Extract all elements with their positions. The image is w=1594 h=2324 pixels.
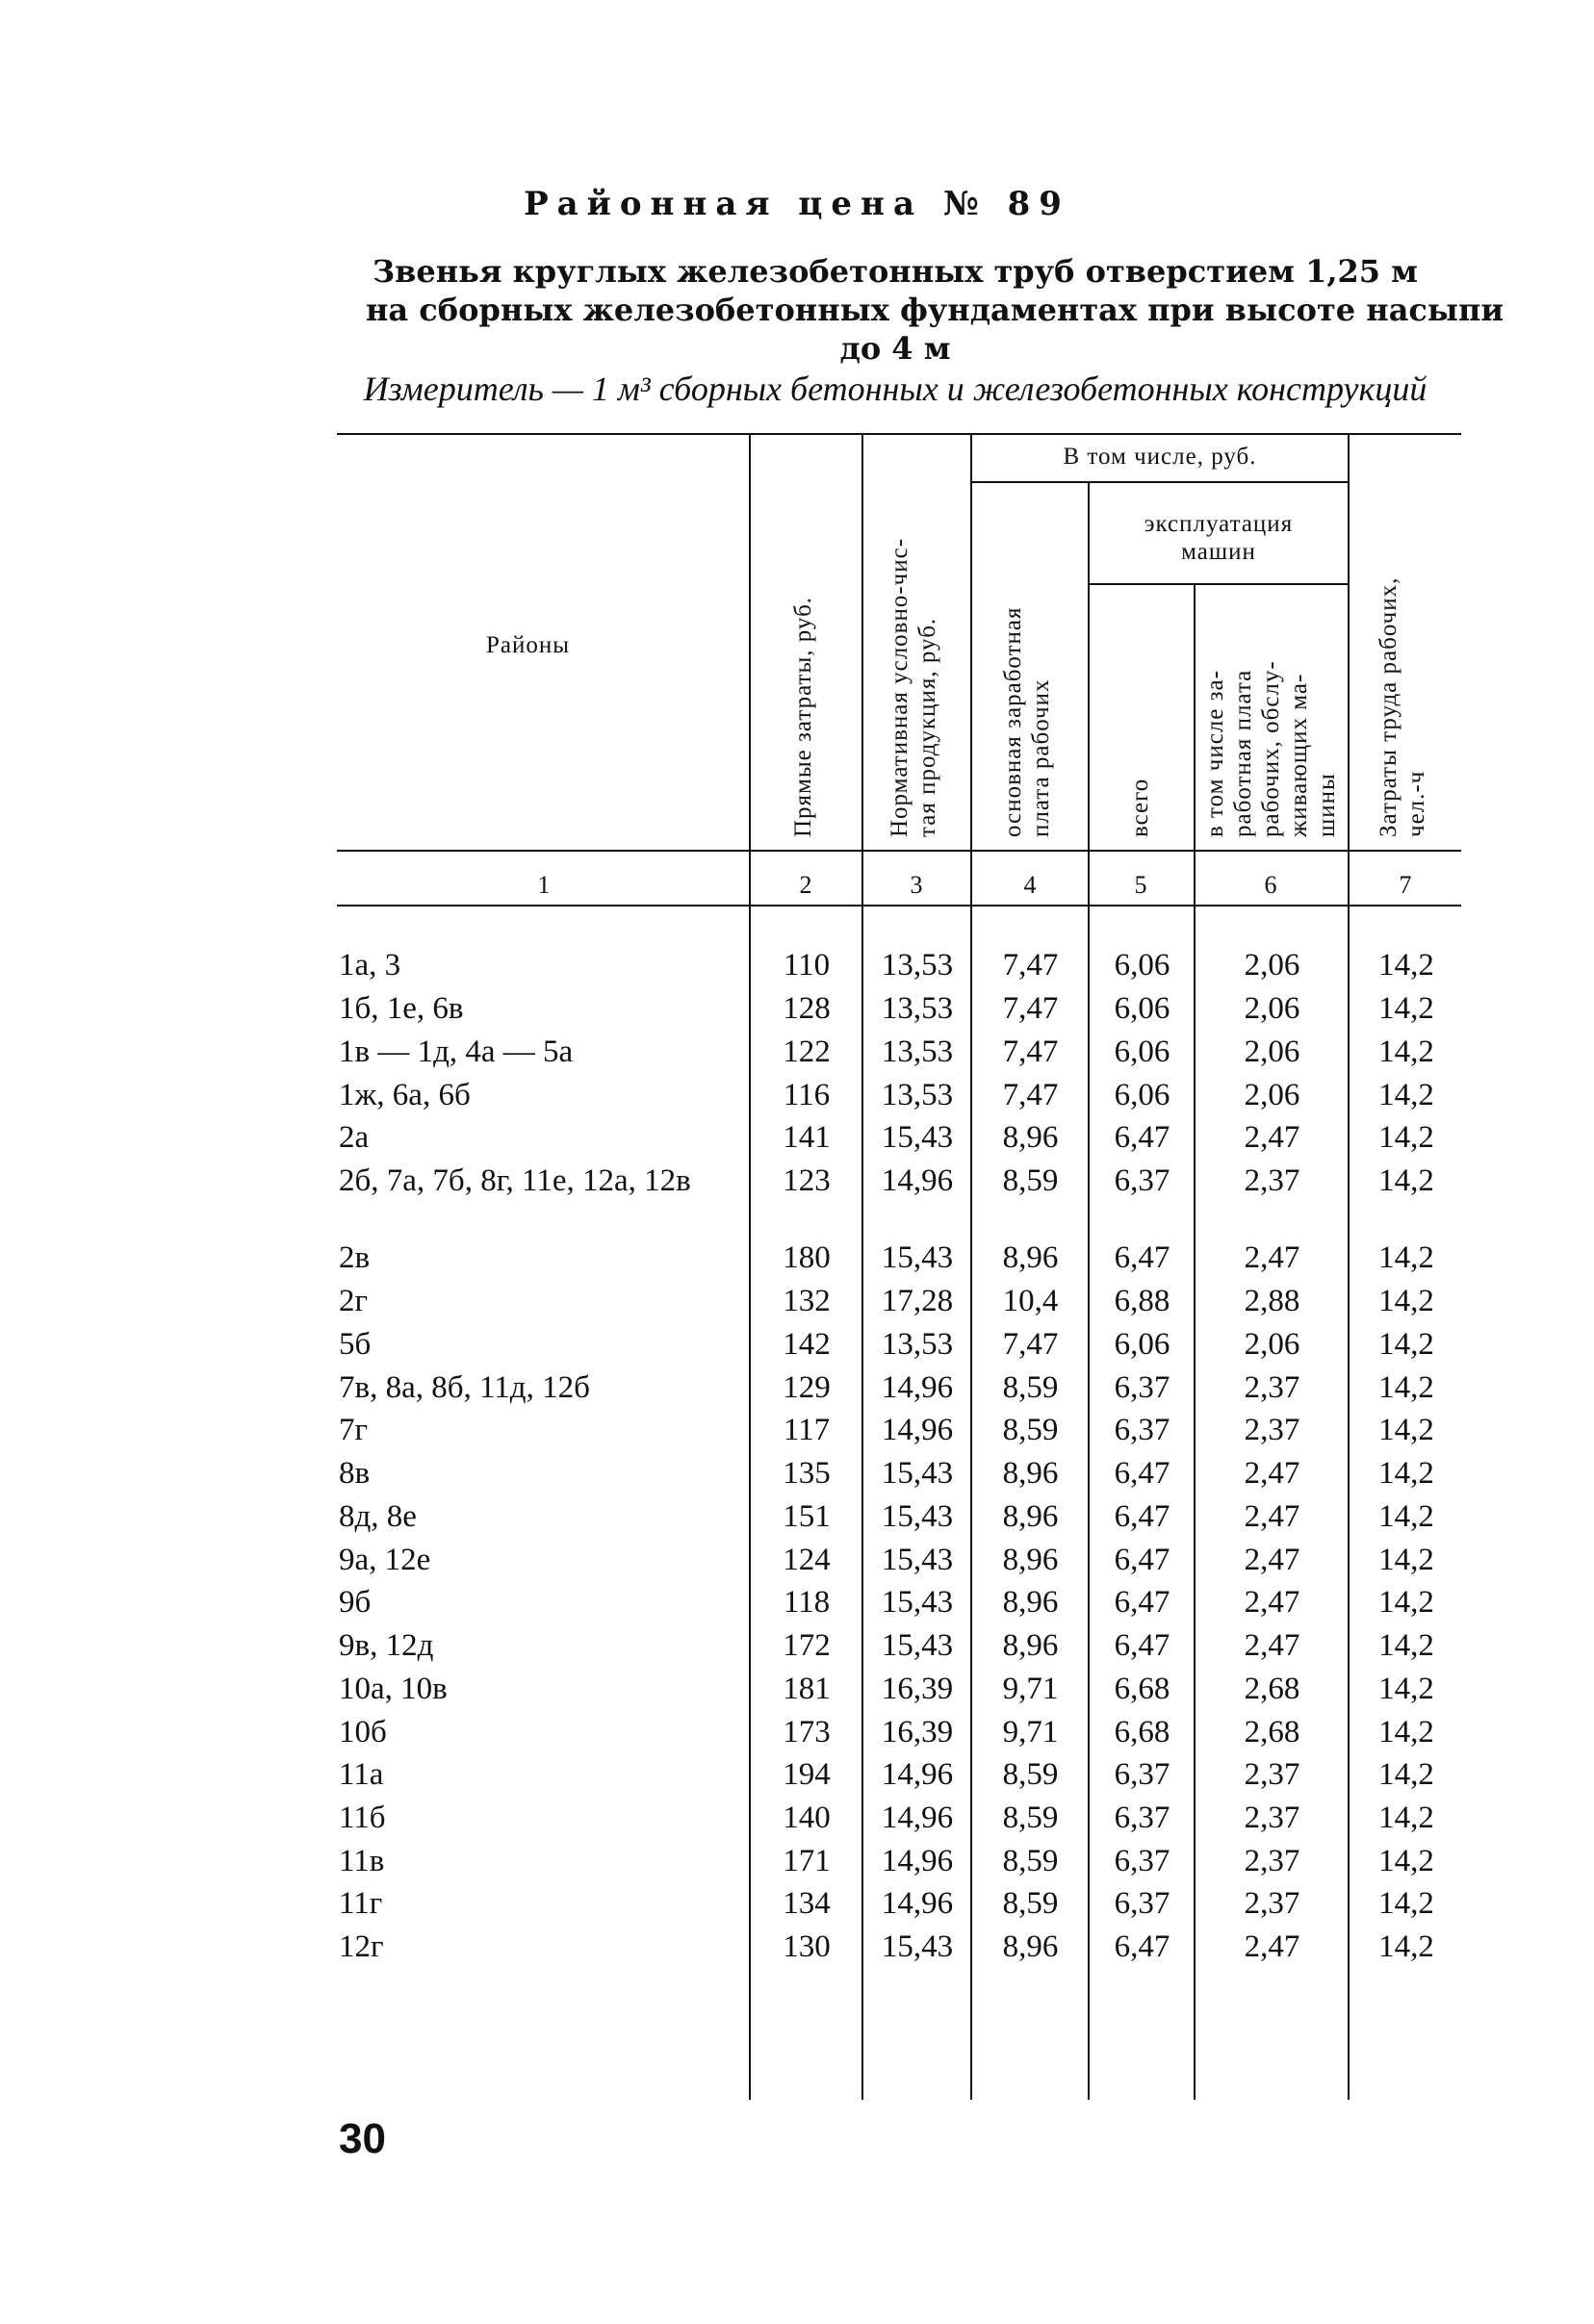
- value-cell-c6: 2,06: [1244, 1327, 1300, 1362]
- value-cell-c3: 14,96: [881, 1844, 954, 1878]
- value-cell-c3: 13,53: [881, 1034, 954, 1069]
- value-cell-c4: 8,59: [1002, 1757, 1059, 1792]
- region-cell: 11г: [339, 1886, 383, 1921]
- header-normative-production: [886, 538, 941, 837]
- value-cell-c5: 6,47: [1114, 1628, 1170, 1663]
- header-machines-line: машин: [1181, 539, 1256, 565]
- value-cell-c5: 6,88: [1114, 1284, 1170, 1318]
- value-cell-c6: 2,47: [1244, 1499, 1300, 1534]
- value-cell-c4: 7,47: [1002, 1078, 1059, 1112]
- header-operator-wage: [1201, 660, 1341, 837]
- value-cell-c7: 14,2: [1378, 1034, 1434, 1069]
- value-cell-c2: 110: [783, 948, 831, 983]
- header-line: живающих ма-: [1286, 673, 1312, 837]
- value-cell-c5: 6,37: [1114, 1370, 1170, 1405]
- region-cell: 2г: [339, 1284, 369, 1318]
- value-cell-c6: 2,37: [1244, 1370, 1300, 1405]
- value-cell-c3: 15,43: [881, 1585, 954, 1620]
- value-cell-c3: 15,43: [881, 1240, 954, 1275]
- value-cell-c7: 14,2: [1378, 1327, 1434, 1362]
- header-line: тая продукция, руб.: [914, 617, 940, 837]
- value-cell-c2: 122: [783, 1034, 831, 1069]
- value-cell-c4: 8,96: [1002, 1240, 1059, 1275]
- header-direct-costs: [789, 597, 817, 837]
- value-cell-c3: 16,39: [881, 1715, 954, 1749]
- value-cell-c5: 6,06: [1114, 1034, 1170, 1069]
- value-cell-c5: 6,37: [1114, 1757, 1170, 1792]
- value-cell-c5: 6,47: [1114, 1499, 1170, 1534]
- value-cell-c6: 2,47: [1244, 1456, 1300, 1491]
- value-cell-c3: 13,53: [881, 948, 954, 983]
- value-cell-c2: 142: [783, 1327, 831, 1362]
- value-cell-c5: 6,06: [1114, 1327, 1170, 1362]
- region-cell: 1а, 3: [339, 948, 401, 983]
- column-number: 1: [537, 871, 551, 899]
- value-cell-c4: 8,59: [1002, 1886, 1059, 1921]
- region-cell: 9б: [339, 1585, 372, 1620]
- number-row-bottom-rule: [337, 905, 1461, 907]
- header-machines: [1090, 510, 1348, 566]
- value-cell-c2: 116: [783, 1078, 831, 1112]
- table-top-rule: [337, 433, 1461, 435]
- region-cell: 9в, 12д: [339, 1628, 434, 1663]
- value-cell-c4: 7,47: [1002, 948, 1059, 983]
- value-cell-c3: 13,53: [881, 1327, 954, 1362]
- header-line: плата рабочих: [1028, 678, 1054, 837]
- value-cell-c5: 6,47: [1114, 1543, 1170, 1577]
- value-cell-c3: 15,43: [881, 1120, 954, 1155]
- value-cell-c6: 2,47: [1244, 1543, 1300, 1577]
- value-cell-c2: 141: [783, 1120, 831, 1155]
- subtitle-line: Звенья круглых железобетонных труб отверстием 1,25 м: [373, 253, 1418, 290]
- header-base-wage: [999, 607, 1055, 837]
- value-cell-c2: 124: [783, 1543, 831, 1577]
- value-cell-c2: 172: [783, 1628, 831, 1663]
- header-line: основная заработная: [1000, 606, 1026, 837]
- value-cell-c2: 130: [783, 1929, 831, 1964]
- value-cell-c3: 14,96: [881, 1800, 954, 1835]
- value-cell-c2: 173: [783, 1715, 831, 1749]
- header-line: Прямые затраты, руб.: [790, 596, 816, 837]
- column-number: 5: [1134, 871, 1147, 899]
- value-cell-c5: 6,47: [1114, 1585, 1170, 1620]
- value-cell-c5: 6,37: [1114, 1163, 1170, 1198]
- value-cell-c6: 2,68: [1244, 1672, 1300, 1706]
- value-cell-c7: 14,2: [1378, 1078, 1434, 1112]
- value-cell-c4: 8,96: [1002, 1585, 1059, 1620]
- column-number: 6: [1264, 871, 1277, 899]
- region-cell: 5б: [339, 1327, 372, 1362]
- value-cell-c4: 8,59: [1002, 1844, 1059, 1878]
- value-cell-c7: 14,2: [1378, 1628, 1434, 1663]
- value-cell-c6: 2,47: [1244, 1628, 1300, 1663]
- column-number: 7: [1399, 871, 1412, 899]
- value-cell-c3: 14,96: [881, 1370, 954, 1405]
- value-cell-c6: 2,88: [1244, 1284, 1300, 1318]
- value-cell-c7: 14,2: [1378, 1163, 1434, 1198]
- value-cell-c2: 140: [783, 1800, 831, 1835]
- region-cell: 11в: [339, 1844, 385, 1878]
- region-cell: 1ж, 6а, 6б: [339, 1078, 471, 1112]
- value-cell-c7: 14,2: [1378, 1757, 1434, 1792]
- page-title: Районная цена № 89: [524, 185, 1070, 223]
- value-cell-c4: 8,59: [1002, 1800, 1059, 1835]
- value-cell-c7: 14,2: [1378, 1886, 1434, 1921]
- header-machines-line: эксплуатация: [1144, 511, 1294, 537]
- value-cell-c3: 15,43: [881, 1456, 954, 1491]
- region-cell: 2а: [339, 1120, 370, 1155]
- value-cell-c4: 7,47: [1002, 991, 1059, 1026]
- value-cell-c4: 9,71: [1002, 1715, 1059, 1749]
- header-line: в том числе за-: [1202, 670, 1228, 837]
- region-cell: 2в: [339, 1240, 371, 1275]
- value-cell-c5: 6,06: [1114, 948, 1170, 983]
- value-cell-c4: 8,96: [1002, 1929, 1059, 1964]
- value-cell-c3: 13,53: [881, 1078, 954, 1112]
- header-line: Нормативная условно-чис-: [887, 537, 913, 837]
- header-regions: Районы: [486, 632, 571, 658]
- value-cell-c7: 14,2: [1378, 1543, 1434, 1577]
- value-cell-c6: 2,47: [1244, 1240, 1300, 1275]
- value-cell-c3: 15,43: [881, 1929, 954, 1964]
- header-line: всего: [1127, 778, 1153, 837]
- value-cell-c7: 14,2: [1378, 1284, 1434, 1318]
- value-cell-c3: 15,43: [881, 1628, 954, 1663]
- value-cell-c2: 194: [783, 1757, 831, 1792]
- column-divider: [1348, 435, 1350, 2100]
- value-cell-c2: 135: [783, 1456, 831, 1491]
- value-cell-c6: 2,68: [1244, 1715, 1300, 1749]
- value-cell-c6: 2,47: [1244, 1585, 1300, 1620]
- value-cell-c5: 6,06: [1114, 991, 1170, 1026]
- region-cell: 1в — 1д, 4а — 5а: [339, 1034, 574, 1069]
- value-cell-c4: 7,47: [1002, 1034, 1059, 1069]
- region-cell: 2б, 7а, 7б, 8г, 11е, 12а, 12в: [339, 1163, 691, 1198]
- page-number: 30: [339, 2115, 386, 2162]
- column-number: 3: [910, 871, 923, 899]
- value-cell-c3: 14,96: [881, 1413, 954, 1447]
- value-cell-c7: 14,2: [1378, 991, 1434, 1026]
- header-line: рабочих, обслу-: [1258, 660, 1284, 837]
- value-cell-c5: 6,37: [1114, 1844, 1170, 1878]
- value-cell-c7: 14,2: [1378, 1800, 1434, 1835]
- value-cell-c4: 10,4: [1002, 1284, 1059, 1318]
- value-cell-c7: 14,2: [1378, 1499, 1434, 1534]
- header-total: [1126, 779, 1154, 837]
- value-cell-c2: 117: [783, 1413, 831, 1447]
- region-cell: 12г: [339, 1929, 384, 1964]
- region-cell: 1б, 1е, 6в: [339, 991, 464, 1026]
- header-labor-costs: [1375, 577, 1430, 837]
- value-cell-c2: 123: [783, 1163, 831, 1198]
- value-cell-c4: 8,96: [1002, 1499, 1059, 1534]
- region-cell: 7г: [339, 1413, 369, 1447]
- value-cell-c4: 8,96: [1002, 1120, 1059, 1155]
- value-cell-c4: 9,71: [1002, 1672, 1059, 1706]
- value-cell-c3: 15,43: [881, 1543, 954, 1577]
- value-cell-c3: 13,53: [881, 991, 954, 1026]
- value-cell-c6: 2,47: [1244, 1120, 1300, 1155]
- region-cell: 10а, 10в: [339, 1672, 448, 1706]
- value-cell-c6: 2,37: [1244, 1844, 1300, 1878]
- value-cell-c5: 6,37: [1114, 1800, 1170, 1835]
- value-cell-c3: 16,39: [881, 1672, 954, 1706]
- header-line: работная плата: [1230, 669, 1256, 837]
- value-cell-c2: 129: [783, 1370, 831, 1405]
- header-line: шины: [1314, 773, 1340, 837]
- value-cell-c4: 8,59: [1002, 1370, 1059, 1405]
- value-cell-c3: 14,96: [881, 1757, 954, 1792]
- value-cell-c6: 2,06: [1244, 1034, 1300, 1069]
- value-cell-c2: 118: [783, 1585, 831, 1620]
- value-cell-c3: 14,96: [881, 1163, 954, 1198]
- value-cell-c6: 2,37: [1244, 1886, 1300, 1921]
- value-cell-c5: 6,37: [1114, 1413, 1170, 1447]
- value-cell-c7: 14,2: [1378, 1929, 1434, 1964]
- header-line: чел.-ч: [1403, 770, 1429, 837]
- value-cell-c4: 8,96: [1002, 1628, 1059, 1663]
- including-rule: [970, 481, 1348, 483]
- value-cell-c2: 181: [783, 1672, 831, 1706]
- value-cell-c7: 14,2: [1378, 1844, 1434, 1878]
- column-divider: [970, 435, 972, 2100]
- column-number: 4: [1023, 871, 1037, 899]
- value-cell-c5: 6,47: [1114, 1456, 1170, 1491]
- header-line: Затраты труда рабочих,: [1375, 576, 1401, 837]
- value-cell-c2: 151: [783, 1499, 831, 1534]
- value-cell-c7: 14,2: [1378, 1240, 1434, 1275]
- value-cell-c7: 14,2: [1378, 1715, 1434, 1749]
- column-divider: [1088, 481, 1090, 2100]
- value-cell-c5: 6,06: [1114, 1078, 1170, 1112]
- value-cell-c4: 8,59: [1002, 1413, 1059, 1447]
- unit-of-measure: Измеритель — 1 м³ сборных бетонных и железобетонных конструкций: [363, 370, 1427, 408]
- value-cell-c6: 2,06: [1244, 991, 1300, 1026]
- value-cell-c6: 2,37: [1244, 1163, 1300, 1198]
- value-cell-c4: 7,47: [1002, 1327, 1059, 1362]
- value-cell-c6: 2,47: [1244, 1929, 1300, 1964]
- region-cell: 8в: [339, 1456, 371, 1491]
- value-cell-c2: 134: [783, 1886, 831, 1921]
- value-cell-c5: 6,37: [1114, 1886, 1170, 1921]
- value-cell-c5: 6,47: [1114, 1120, 1170, 1155]
- value-cell-c2: 171: [783, 1844, 831, 1878]
- value-cell-c7: 14,2: [1378, 1370, 1434, 1405]
- value-cell-c5: 6,68: [1114, 1672, 1170, 1706]
- column-number: 2: [799, 871, 812, 899]
- value-cell-c6: 2,06: [1244, 1078, 1300, 1112]
- value-cell-c3: 15,43: [881, 1499, 954, 1534]
- value-cell-c5: 6,68: [1114, 1715, 1170, 1749]
- header-bottom-rule: [337, 850, 1461, 852]
- value-cell-c4: 8,96: [1002, 1543, 1059, 1577]
- value-cell-c2: 128: [783, 991, 831, 1026]
- region-cell: 11б: [339, 1800, 386, 1835]
- value-cell-c3: 17,28: [881, 1284, 954, 1318]
- value-cell-c7: 14,2: [1378, 1456, 1434, 1491]
- machines-rule: [1088, 583, 1348, 585]
- value-cell-c7: 14,2: [1378, 1585, 1434, 1620]
- value-cell-c5: 6,47: [1114, 1929, 1170, 1964]
- value-cell-c6: 2,37: [1244, 1800, 1300, 1835]
- value-cell-c7: 14,2: [1378, 1672, 1434, 1706]
- value-cell-c6: 2,06: [1244, 948, 1300, 983]
- value-cell-c5: 6,47: [1114, 1240, 1170, 1275]
- value-cell-c6: 2,37: [1244, 1413, 1300, 1447]
- value-cell-c2: 180: [783, 1240, 831, 1275]
- region-cell: 11а: [339, 1757, 384, 1792]
- subtitle-line: на сборных железобетонных фундаментах при высоте насыпи: [366, 292, 1504, 328]
- region-cell: 10б: [339, 1715, 387, 1749]
- region-cell: 9а, 12е: [339, 1543, 431, 1577]
- value-cell-c7: 14,2: [1378, 1413, 1434, 1447]
- region-cell: 8д, 8е: [339, 1499, 417, 1534]
- subtitle-line: до 4 м: [839, 330, 951, 367]
- table-subtitle: [366, 252, 1504, 368]
- value-cell-c6: 2,37: [1244, 1757, 1300, 1792]
- value-cell-c3: 14,96: [881, 1886, 954, 1921]
- value-cell-c7: 14,2: [1378, 948, 1434, 983]
- column-divider: [861, 435, 863, 2100]
- header-including: В том числе, руб.: [1063, 444, 1257, 470]
- column-divider: [1194, 583, 1196, 2100]
- region-cell: 7в, 8а, 8б, 11д, 12б: [339, 1370, 590, 1405]
- value-cell-c2: 132: [783, 1284, 831, 1318]
- value-cell-c7: 14,2: [1378, 1120, 1434, 1155]
- value-cell-c4: 8,96: [1002, 1456, 1059, 1491]
- value-cell-c4: 8,59: [1002, 1163, 1059, 1198]
